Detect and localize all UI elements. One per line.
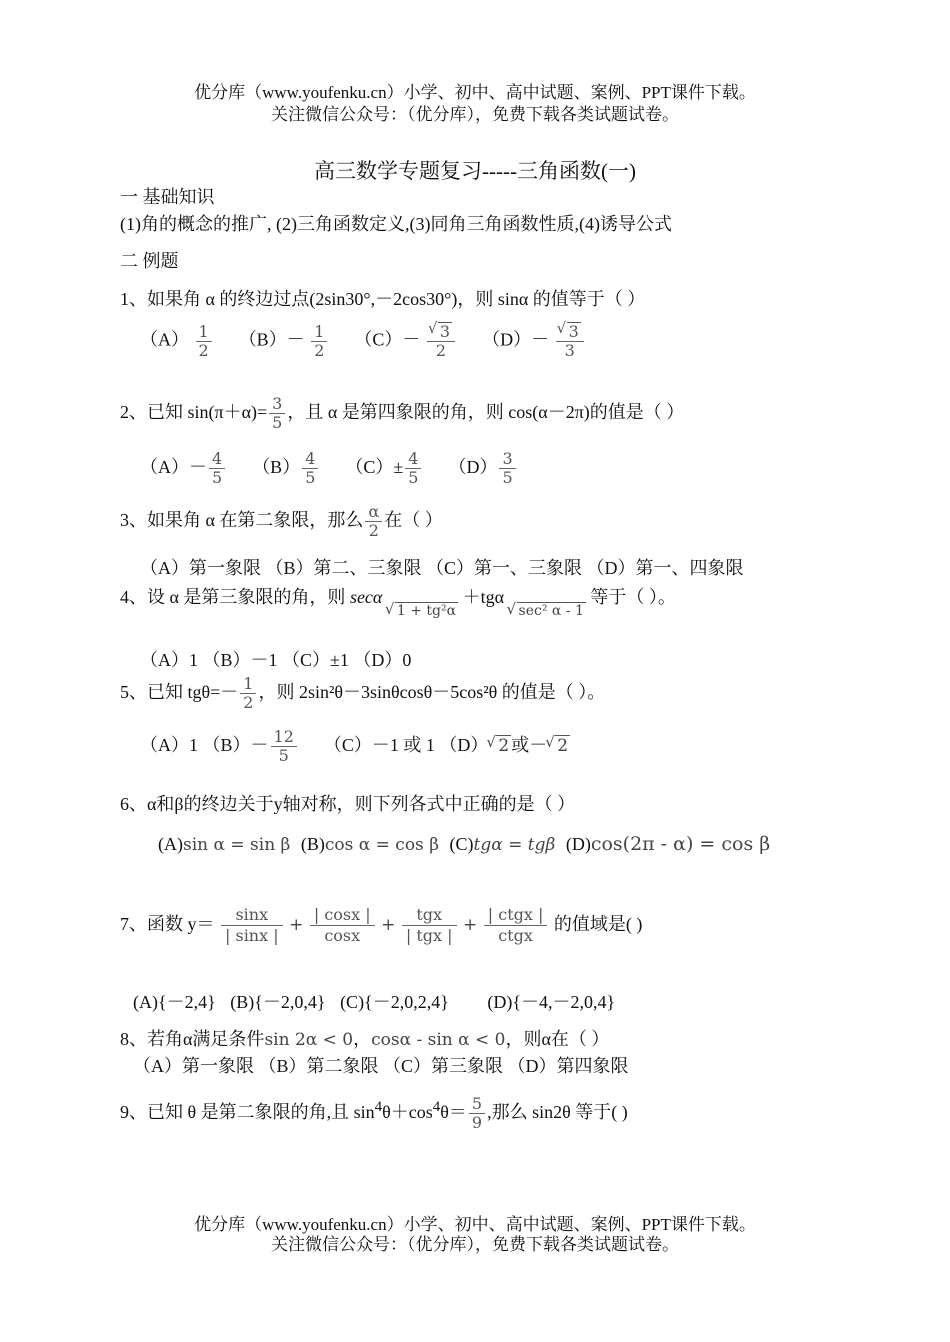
q5-option-d-radical: √ 2 [496, 735, 511, 756]
q2-option-d-fraction: $\frac{3}{5}$ [499, 450, 515, 488]
q6-options: (A)sin α = sin β (B)cos α = cos β (C)tgα = tgβ (D)cos(2π - α) = cos β [158, 833, 771, 855]
q5-fraction: $\frac{1}{2}$ [240, 675, 256, 713]
q8-stem: 8、若角α满足条件sin 2α < 0，cosα - sin α < 0，则α在（ ） [120, 1029, 610, 1050]
footer-line-1: 优分库（www.youfenku.cn）小学、初中、高中试题、案例、PPT课件下载。 [194, 1215, 756, 1234]
q7-term-2: $\frac{| \cos x |}{\cos x}$ [310, 905, 375, 947]
q7-option-a: (A){－2,4} [133, 992, 216, 1012]
q2-option-b-label: （B） [252, 457, 301, 478]
q2-option-c-fraction: $\frac{4}{5}$ [405, 450, 421, 488]
q1-option-a-label: （A） [140, 329, 189, 350]
q6-option-d: cos(2π - α) = cos β [590, 833, 771, 855]
header-line-2: 关注微信公众号：（优分库），免费下载各类试题试卷。 [271, 105, 679, 124]
q1-option-b-label: （B）－ [238, 329, 305, 350]
q1-option-b-fraction: $\frac{1}{2}$ [311, 323, 327, 361]
q2-fraction: $\frac{3}{5}$ [269, 395, 285, 433]
header-line-1: 优分库（www.youfenku.cn）小学、初中、高中试题、案例、PPT课件下载。 [194, 83, 756, 102]
footer-line-2: 关注微信公众号：（优分库），免费下载各类试题试卷。 [271, 1235, 679, 1254]
section2-heading: 二 例题 [120, 251, 179, 271]
section1-heading: 一 基础知识 [120, 187, 215, 207]
q5-stem: 5、已知 tgθ=－ $\frac{1}{2}$ ，则 2sin²θ－3sinθcosθ－5cos²θ 的值是（ ）。 [120, 674, 606, 713]
section1-content: (1)角的概念的推广, (2)三角函数定义,(3)同角三角函数性质,(4)诱导公式 [120, 214, 672, 234]
q3-stem: 3、如果角 α 在第二象限，那么 $\frac{\alpha}{2}$ 在（ ） [120, 502, 443, 541]
q4-options: （A）1 （B）－1 （C）±1 （D）0 [140, 650, 412, 670]
q7-term-4: $\frac{\text{| ctgx |}}{\text{ctgx}}$ [484, 905, 548, 947]
q7-term-3: $\frac{\text{tgx}}{\text{| tgx |}}$ [402, 905, 457, 947]
q1-stem: 1、如果角 α 的终边过点(2sin30°,－2cos30°)，则 sinα 的值等于（ ） [120, 289, 646, 309]
q4-radical-1: √ $_{1 + tg^2\alpha}$ [395, 602, 458, 619]
q8-options: （A）第一象限 （B）第二象限 （C）第三象限 （D）第四象限 [133, 1056, 629, 1076]
q6-stem: 6、α和β的终边关于y轴对称，则下列各式中正确的是（ ） [120, 794, 576, 814]
q5-option-b-fraction: $\frac{12}{5}$ [271, 728, 297, 766]
q2-stem: 2、已知 sin(π＋α)= $\frac{3}{5}$ ，且 α 是第四象限的角，则 cos(α－2π)的值是（ ） [120, 394, 685, 433]
q4-sec: secα [349, 587, 383, 607]
q2-options [140, 450, 518, 488]
q3-options: （A）第一象限 （B）第二、三象限 （C）第一、三象限 （D）第一、四象限 [140, 558, 744, 578]
q1-options [140, 322, 586, 361]
q1-option-c-label: （C）－ [354, 329, 421, 350]
q7-term-1: $\frac{\sin x}{| \sin x |}$ [221, 905, 283, 947]
q7-option-c: (C){－2,0,2,4} [340, 992, 449, 1012]
q2-option-c-label: （C）± [345, 457, 404, 478]
q9-fraction: $\frac{5}{9}$ [469, 1095, 485, 1133]
q7-option-b: (B){－2,0,4} [230, 992, 326, 1012]
q7-options [133, 988, 615, 1014]
q6-option-a: sin α = sin β [183, 835, 291, 855]
q1-option-a-fraction: $\frac{1}{2}$ [196, 323, 212, 361]
q3-fraction: $\frac{\alpha}{2}$ [365, 503, 382, 541]
q5-option-d-radical-2: √ 2 [555, 735, 570, 756]
q7-option-d: (D){－4,－2,0,4} [487, 992, 616, 1012]
page-title: 高三数学专题复习-----三角函数(一) [314, 159, 636, 183]
q8-condition-2: cosα - sin α < 0 [371, 1030, 506, 1050]
q7-stem: 7、函数 y＝ $\frac{\sin x}{| \sin x |}$ + $\frac{| \cos x |}{\cos x}$ + $\frac{\text{tgx}}{\text{| tgx |}}$ + $\frac{\text{| ctgx |}}{\text{ctgx}}$ 的值域是( ) [120, 905, 643, 946]
q2-option-d-label: （D） [448, 457, 498, 478]
q1-option-d-fraction: √ $\frac{3}{3}$ [556, 322, 584, 361]
q2-option-a-label: （A）－ [140, 457, 207, 478]
q2-option-b-fraction: $\frac{4}{5}$ [302, 450, 318, 488]
q5-options: （A）1 （B）－ $\frac{12}{5}$ （C）－1 或 1 （D）√ 2 或－√ 2 [140, 728, 570, 766]
q8-condition-1: sin 2α < 0 [264, 1030, 354, 1050]
q6-option-b: cos α = cos β [324, 835, 440, 855]
q6-option-c: tgα = tgβ [473, 835, 556, 855]
q4-radical-2: √ $_{sec^2 \alpha - 1}$ [517, 602, 586, 619]
q1-option-d-label: （D）－ [482, 329, 550, 350]
q9-stem: 9、已知 θ 是第二象限的角,且 $\sin^4\theta+\cos^4\theta=$ $\frac{5}{9}$ ,那么 sin2θ 等于( ) [120, 1094, 628, 1133]
q4-stem: 4、设 α 是第三象限的角，则 secα √ $_{1 + tg^2\alpha}$ ＋tgα √ $_{sec^2 \alpha - 1}$ 等于（ ）。 [120, 583, 676, 619]
q1-option-c-fraction: √ $\frac{3}{2}$ [427, 322, 455, 361]
q2-option-a-fraction: $\frac{4}{5}$ [209, 450, 225, 488]
